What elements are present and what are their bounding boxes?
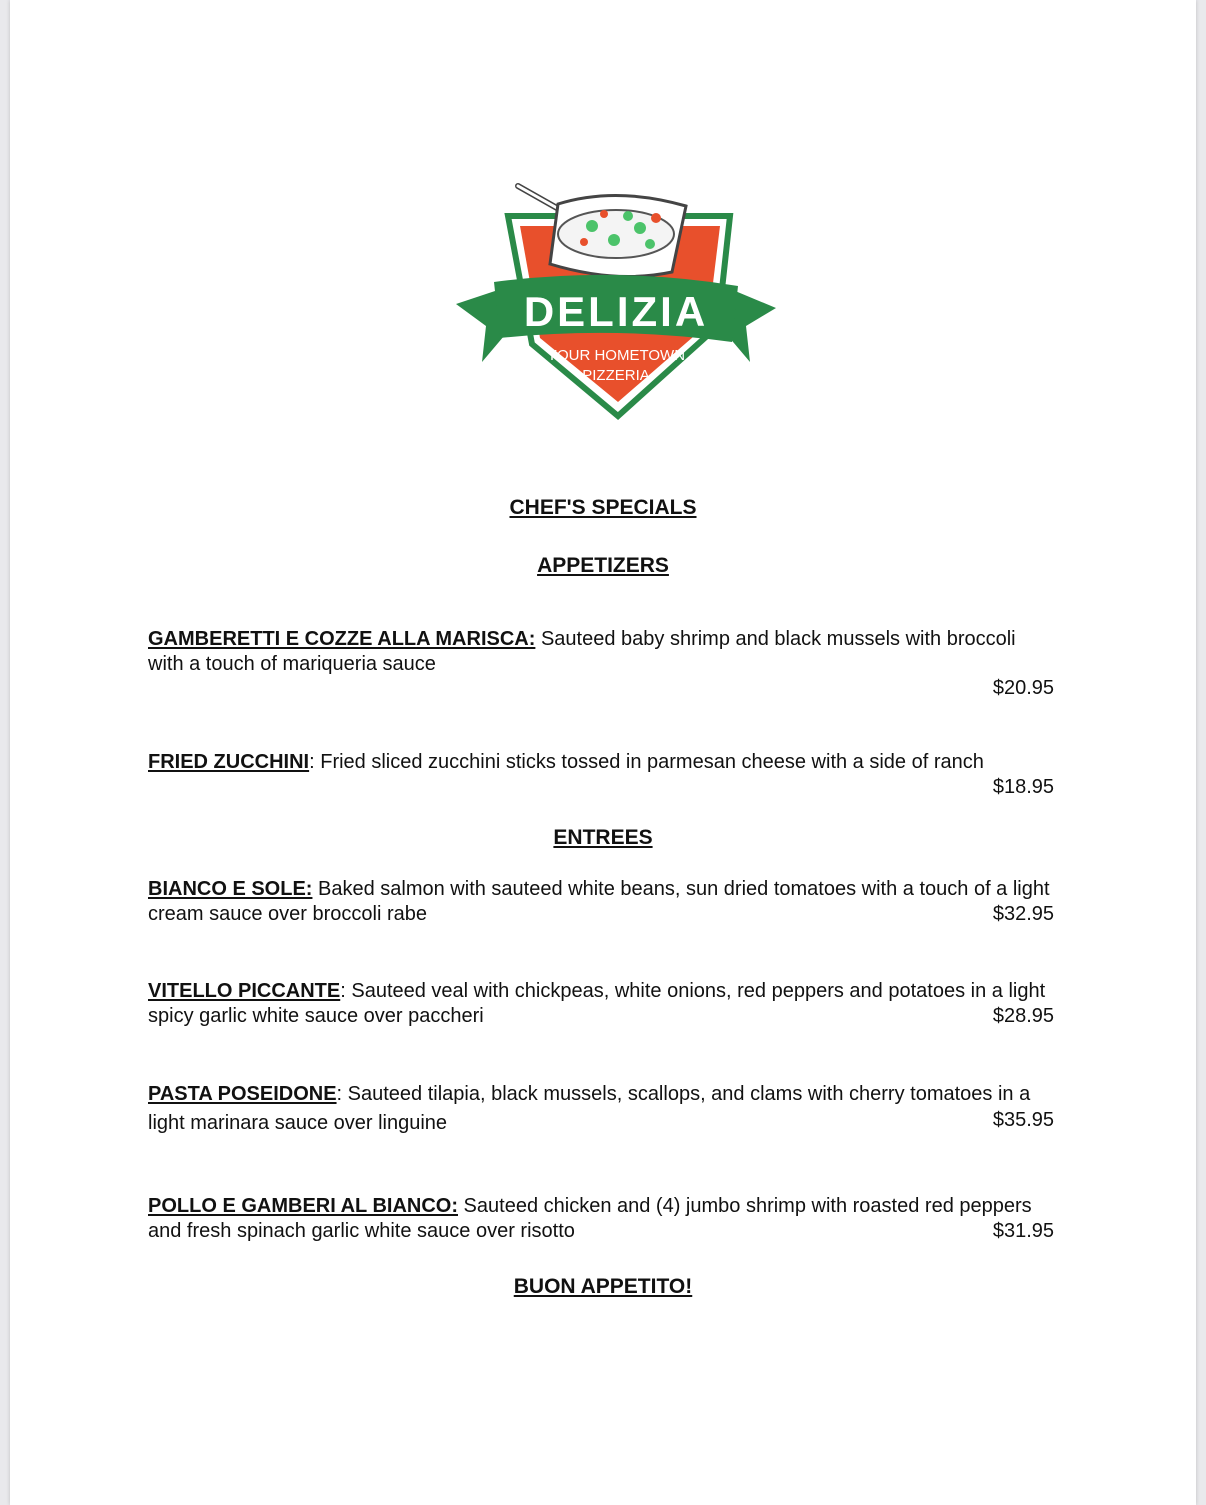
item-name: GAMBERETTI E COZZE ALLA MARISCA: [148,628,536,650]
menu-item [148,1194,1054,1244]
logo-tagline-line1: YOUR HOMETOWN [546,347,686,364]
menu-item: PASTA POSEIDONE: Sauteed tilapia, black mussels, scallops, and clams with cherry tomatoes in a light marinara sauce over linguine [148,1083,1031,1134]
item-price: $32.95 [992,903,1054,925]
item-name: POLLO E GAMBERI AL BIANCO: [148,1195,458,1217]
item-description: Sauteed tilapia, black mussels, scallops, and clams with cherry tomatoes in a light marinara sauce over linguine [148,1083,1031,1134]
menu-item: FRIED ZUCCHINI: Fried sliced zucchini sticks tossed in parmesan cheese with a side of ranch [148,751,984,773]
item-name: BIANCO E SOLE: [148,878,313,900]
item-description: Sauteed chicken and (4) jumbo shrimp with roasted red peppers and fresh spinach garlic white sauce over risotto [148,1195,1032,1242]
item-price: $18.95 [992,776,1054,798]
item-price: $28.95 [992,1005,1054,1027]
item-name: VITELLO PICCANTE [148,980,341,1002]
menu-page [10,0,1196,1505]
closing-text: BUON APPETITO! [513,1275,693,1298]
appetizers-heading: APPETIZERS [537,554,669,577]
logo-brand-text: DELIZIA [523,288,709,335]
item-price: $20.95 [992,677,1054,699]
menu-item [148,877,1054,927]
item-description: Fried sliced zucchini sticks tossed in parmesan cheese with a side of ranch [314,751,984,773]
delizia-logo [446,176,786,426]
item-description: Sauteed veal with chickpeas, white onions, red peppers and potatoes in a light spicy garlic white sauce over paccheri [148,980,1046,1027]
item-price: $35.95 [992,1109,1054,1131]
entrees-heading: ENTREES [553,826,653,849]
item-name: PASTA POSEIDONE [148,1083,337,1105]
logo-tagline-line2: PIZZERIA [582,367,650,384]
item-description: Baked salmon with sauteed white beans, sun dried tomatoes with a touch of a light cream sauce over broccoli rabe [148,878,1050,925]
item-name: FRIED ZUCCHINI [148,751,310,773]
menu-item [148,627,1054,677]
item-price: $31.95 [992,1220,1054,1242]
menu-item: VITELLO PICCANTE: Sauteed veal with chickpeas, white onions, red peppers and potatoes in a light spicy garlic white sauce over paccheri [148,980,1046,1027]
menu-title: CHEF'S SPECIALS [509,496,697,519]
item-description: Sauteed baby shrimp and black mussels with broccoli with a touch of mariqueria sauce [148,628,1016,675]
